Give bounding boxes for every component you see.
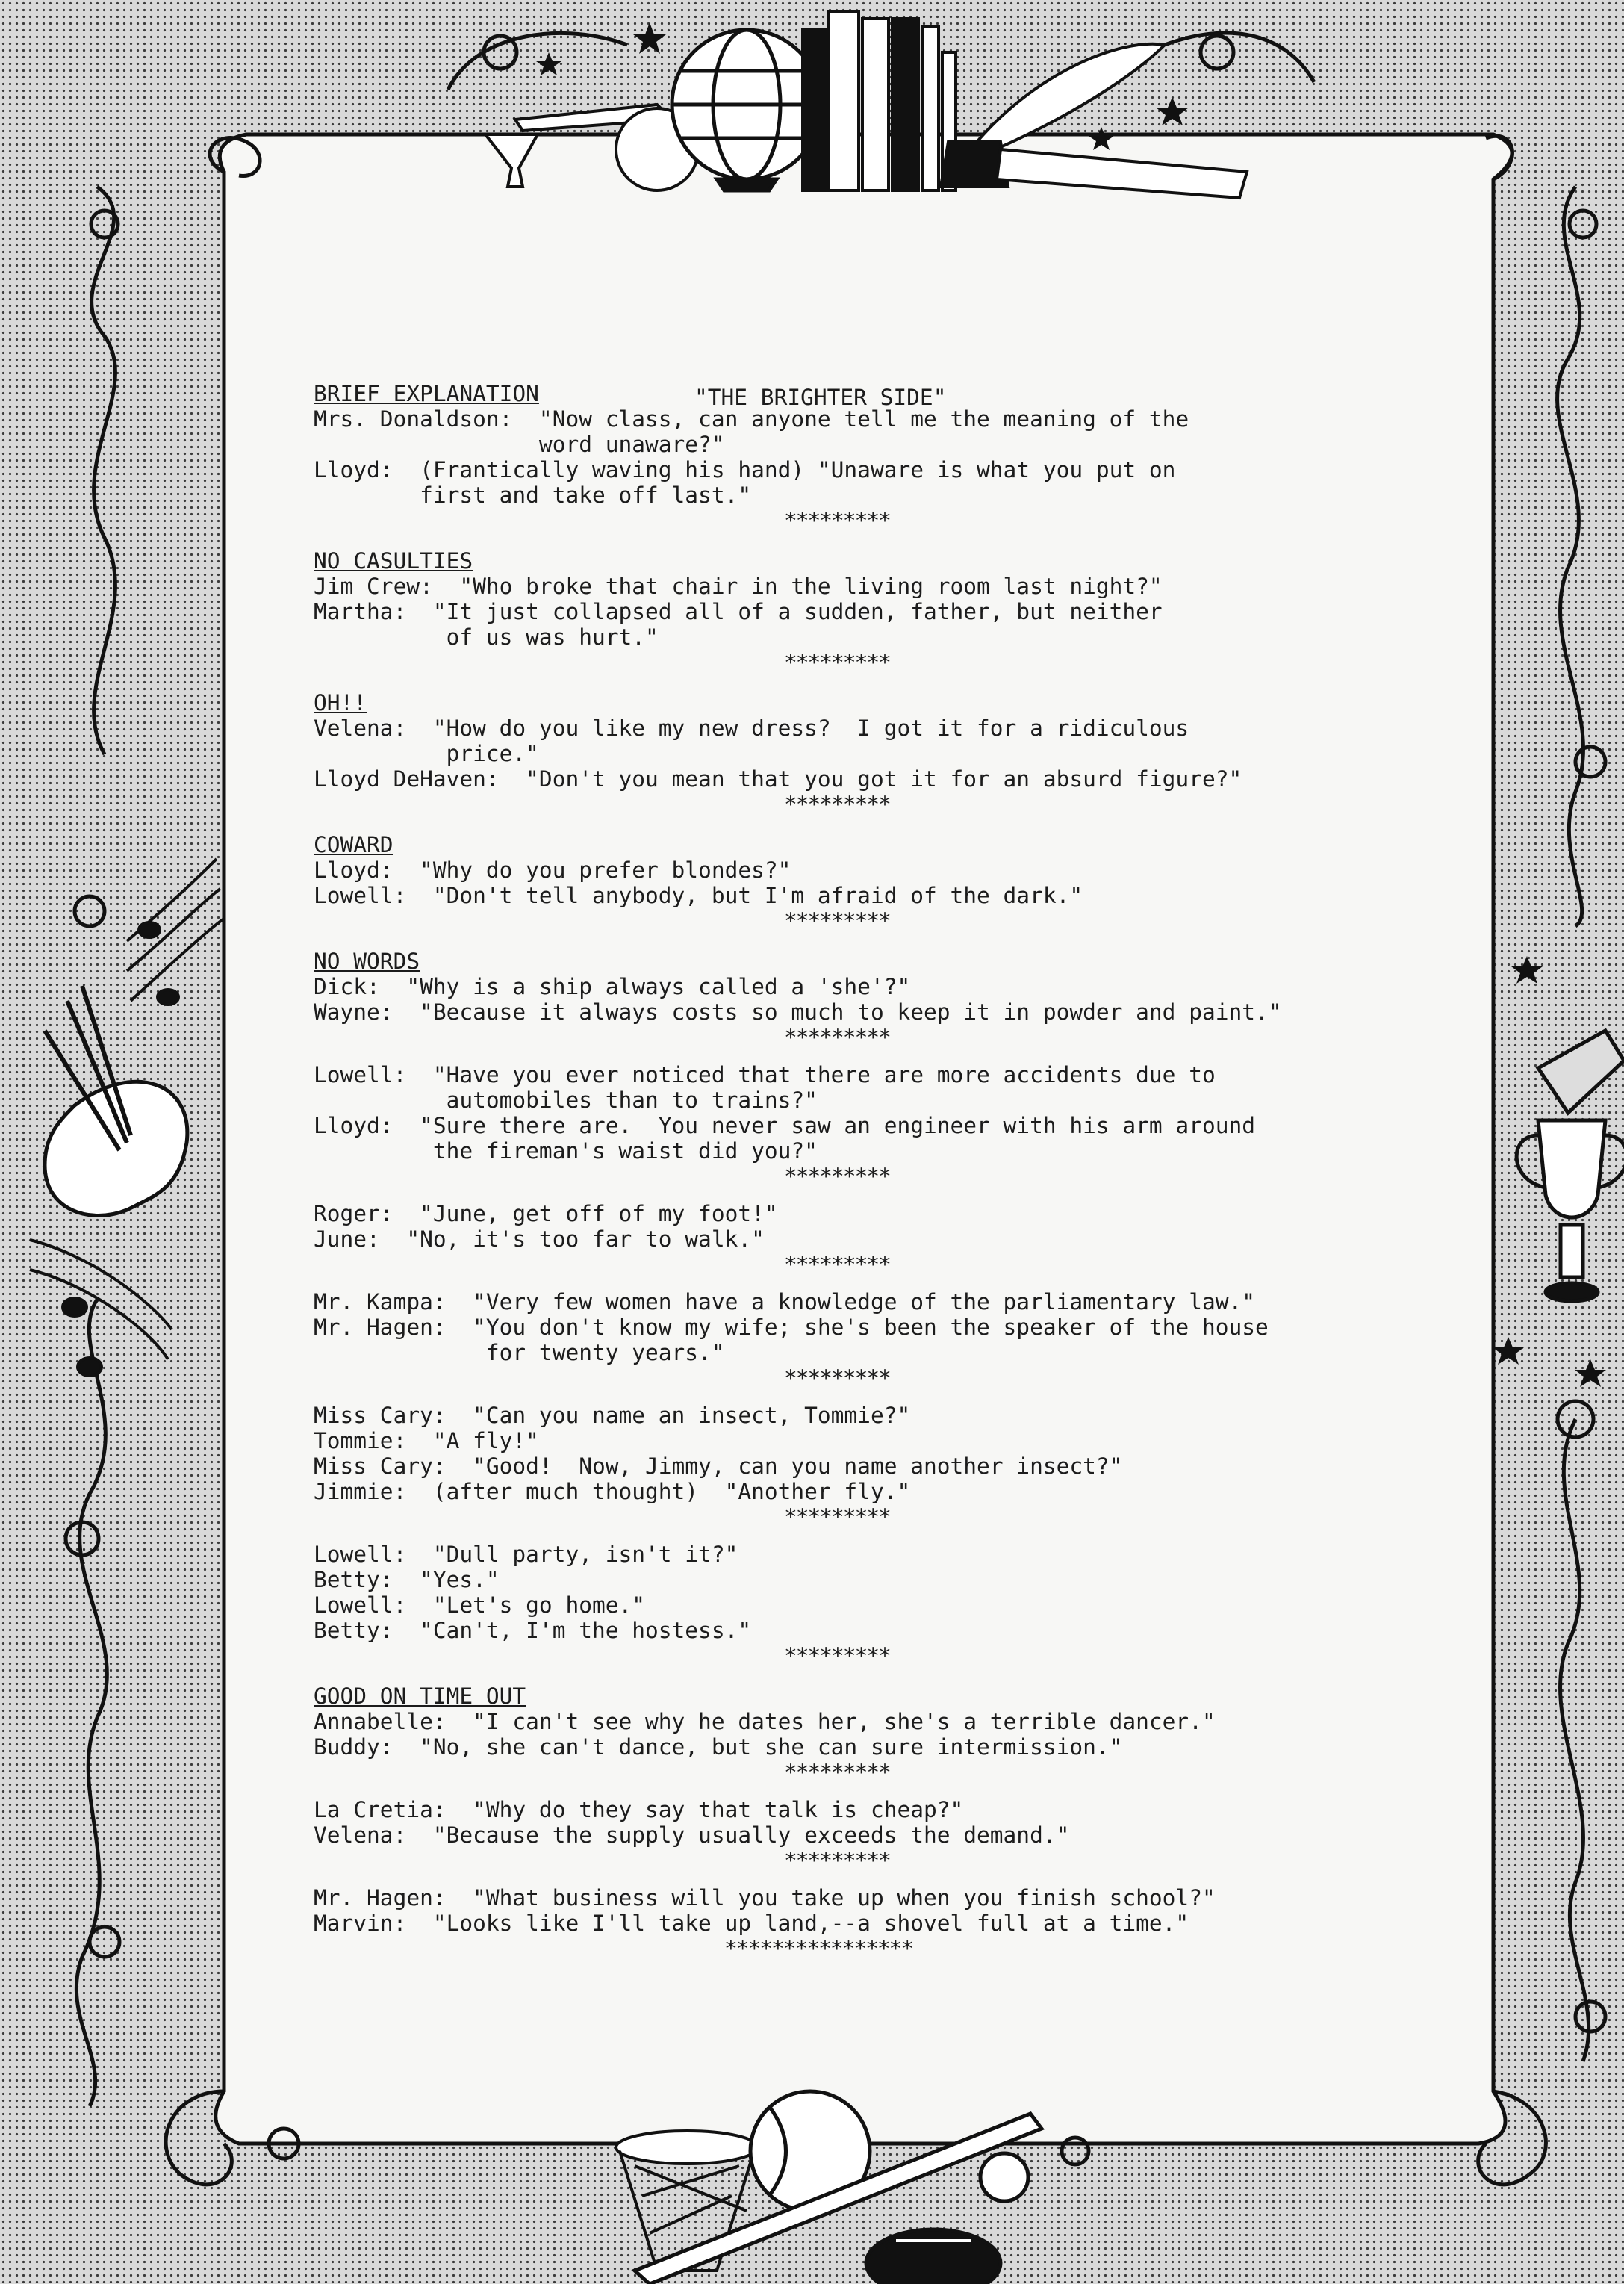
dialogue-line: Lloyd: "Why do you prefer blondes?"	[314, 857, 791, 883]
dialogue-line: Lloyd DeHaven: "Don't you mean that you got it for an absurd figure?"	[314, 766, 1242, 792]
section-heading: GOOD ON TIME OUT	[314, 1683, 526, 1709]
dialogue-line: Jim Crew: "Who broke that chair in the living room last night?"	[314, 574, 1163, 599]
dialogue-line: Marvin: "Looks like I'll take up land,--a shovel full at a time."	[314, 1911, 1189, 1936]
dialogue-line: Mrs. Donaldson: "Now class, can anyone tell me the meaning of the	[314, 406, 1189, 432]
jokes-content	[314, 381, 1449, 1961]
dialogue-line: Martha: "It just collapsed all of a sudden, father, but neither	[314, 599, 1163, 624]
separator-stars: *********	[784, 1164, 890, 1189]
separator-stars: *********	[784, 1643, 890, 1669]
dialogue-line: of us was hurt."	[314, 624, 659, 650]
separator-stars: *********	[784, 1365, 890, 1391]
dialogue-line: price."	[314, 741, 539, 766]
dialogue-line: Buddy: "No, she can't dance, but she can sure intermission."	[314, 1734, 1123, 1760]
football-icon	[866, 2229, 1001, 2284]
dialogue-line: Roger: "June, get off of my foot!"	[314, 1201, 778, 1226]
separator-stars: *********	[784, 650, 890, 675]
dialogue-line: La Cretia: "Why do they say that talk is cheap?"	[314, 1797, 964, 1822]
dialogue-line: Miss Cary: "Can you name an insect, Tommie?"	[314, 1403, 911, 1428]
dialogue-line: Lloyd: (Frantically waving his hand) "Unaware is what you put on	[314, 457, 1176, 482]
section-heading: NO CASULTIES	[314, 548, 473, 574]
dialogue-line: first and take off last."	[314, 482, 752, 508]
dialogue-line: Lloyd: "Sure there are. You never saw an engineer with his arm around	[314, 1113, 1255, 1138]
dialogue-line: Miss Cary: "Good! Now, Jimmy, can you name another insect?"	[314, 1453, 1123, 1479]
separator-stars: *********	[784, 1760, 890, 1785]
dialogue-line: Lowell: "Dull party, isn't it?"	[314, 1542, 738, 1567]
dialogue-line: Wayne: "Because it always costs so much to keep it in powder and paint."	[314, 999, 1282, 1025]
page-title: "THE BRIGHTER SIDE"	[694, 385, 947, 410]
section-heading: NO WORDS	[314, 949, 420, 974]
separator-stars: *********	[784, 1252, 890, 1277]
dialogue-line: the fireman's waist did you?"	[314, 1138, 818, 1164]
trophy-icon	[1516, 1031, 1624, 1301]
dialogue-line: Tommie: "A fly!"	[314, 1428, 539, 1453]
separator-stars: *********	[784, 508, 890, 533]
dialogue-line: Lowell: "Have you ever noticed that there are more accidents due to	[314, 1062, 1216, 1087]
dialogue-line: Lowell: "Don't tell anybody, but I'm afraid of the dark."	[314, 883, 1083, 908]
separator-stars: *********	[784, 1848, 890, 1873]
dialogue-line: automobiles than to trains?"	[314, 1087, 818, 1113]
separator-stars: *********	[784, 908, 890, 934]
dialogue-line: Betty: "Yes."	[314, 1567, 500, 1592]
separator-stars: ****************	[724, 1936, 913, 1961]
section-heading: BRIEF EXPLANATION	[314, 381, 539, 406]
dialogue-line: Jimmie: (after much thought) "Another fly."	[314, 1479, 911, 1504]
separator-stars: *********	[784, 1504, 890, 1530]
dialogue-line: Lowell: "Let's go home."	[314, 1592, 646, 1618]
separator-stars: *********	[784, 792, 890, 817]
dialogue-line: Mr. Hagen: "What business will you take up when you finish school?"	[314, 1885, 1216, 1911]
dialogue-line: word unaware?"	[314, 432, 725, 457]
dialogue-line: Mr. Hagen: "You don't know my wife; she's been the speaker of the house	[314, 1315, 1269, 1340]
dialogue-line: Annabelle: "I can't see why he dates her, she's a terrible dancer."	[314, 1709, 1216, 1734]
books-icon	[803, 11, 956, 190]
dialogue-line: Betty: "Can't, I'm the hostess."	[314, 1618, 752, 1643]
section-heading: COWARD	[314, 832, 393, 857]
section-heading: OH!!	[314, 690, 367, 716]
dialogue-line: Mr. Kampa: "Very few women have a knowledge of the parliamentary law."	[314, 1289, 1255, 1315]
dialogue-line: June: "No, it's too far to walk."	[314, 1226, 765, 1252]
dialogue-line: Velena: "How do you like my new dress? I got it for a ridiculous	[314, 716, 1189, 741]
dialogue-line: Dick: "Why is a ship always called a 'she'?"	[314, 974, 911, 999]
dialogue-line: for twenty years."	[314, 1340, 725, 1365]
separator-stars: *********	[784, 1025, 890, 1050]
dialogue-line: Velena: "Because the supply usually exceeds the demand."	[314, 1822, 1070, 1848]
